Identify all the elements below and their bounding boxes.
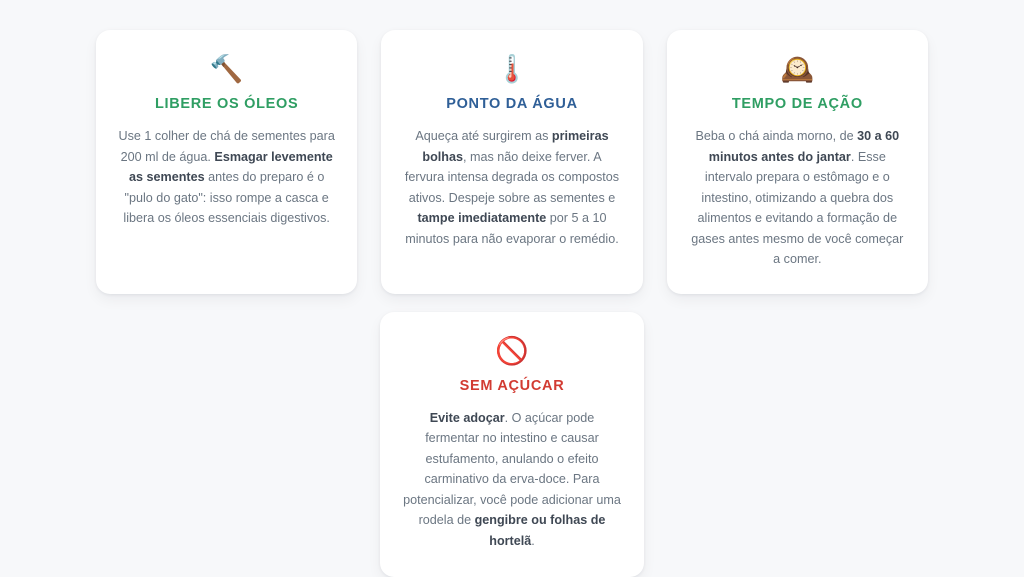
hammer-icon: 🔨 <box>210 52 244 86</box>
mantel-clock-icon: 🕰️ <box>781 52 815 86</box>
tip-card-title: SEM AÇÚCAR <box>460 378 565 394</box>
tip-card-ponto-da-agua[interactable] <box>381 30 642 294</box>
tips-row-bottom <box>96 312 928 577</box>
tip-card-body: Evite adoçar. O açúcar pode fermentar no intestino e causar estufamento, anulando o efeito carminativo da erva-doce. Para potencializar, você pode adicionar uma rodela de gengibre ou folhas de hortelã. <box>402 408 622 552</box>
tip-card-body: Aqueça até surgirem as primeiras bolhas, mas não deixe ferver. A fervura intensa degrada os compostos ativos. Despeje sobre as sementes e tampe imediatamente por 5 a 10 minutos para não evaporar o remédio. <box>403 126 620 249</box>
tips-row-top <box>96 30 928 294</box>
tip-card-title: LIBERE OS ÓLEOS <box>155 96 298 112</box>
tip-card-body: Use 1 colher de chá de sementes para 200 ml de água. Esmagar levemente as sementes antes do preparo é o "pulo do gato": isso rompe a casca e libera os óleos essenciais digestivos. <box>118 126 335 229</box>
thermometer-icon: 🌡️ <box>495 52 529 86</box>
tip-card-body: Beba o chá ainda morno, de 30 a 60 minutos antes do jantar. Esse intervalo prepara o estômago e o intestino, otimizando a quebra dos alimentos e evitando a formação de gases antes mesmo de você começar a comer. <box>689 126 906 270</box>
tip-card-liberе-os-oleos[interactable] <box>96 30 357 294</box>
tip-card-title: TEMPO DE AÇÃO <box>732 96 863 112</box>
tip-card-title: PONTO DA ÁGUA <box>446 96 578 112</box>
tip-card-sem-acucar[interactable] <box>380 312 644 577</box>
tip-card-tempo-de-acao[interactable] <box>667 30 928 294</box>
prohibited-icon: 🚫 <box>495 334 529 368</box>
